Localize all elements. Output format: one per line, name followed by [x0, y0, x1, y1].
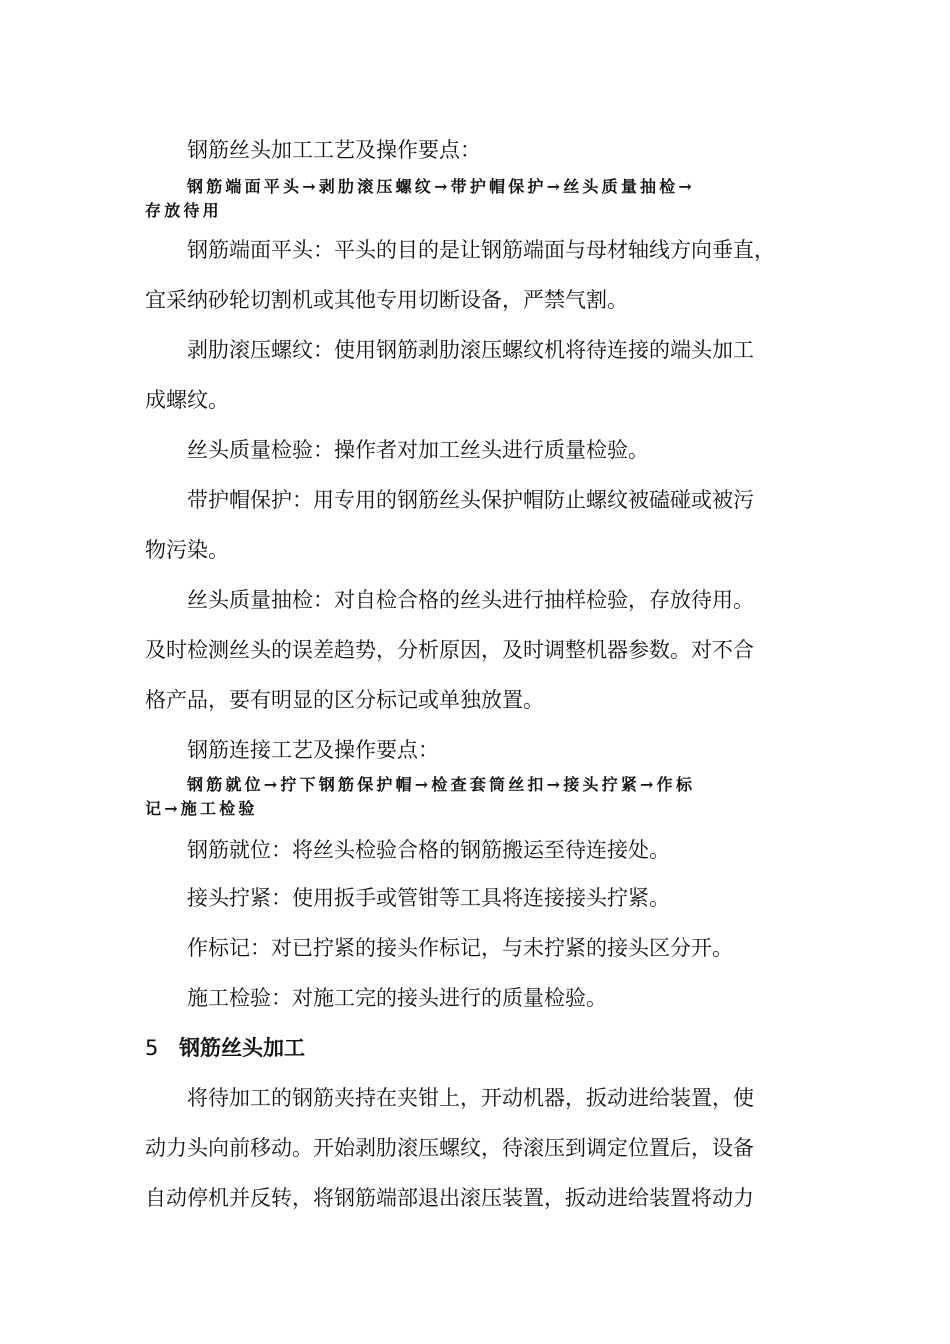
paragraph-line: 丝头质量检验：操作者对加工丝头进行质量检验。	[187, 438, 649, 462]
paragraph-line: 施工检验：对施工完的接头进行的质量检验。	[187, 986, 607, 1010]
process-flow-line: 记→施工检验	[145, 799, 258, 818]
paragraph-line: 剥肋滚压螺纹：使用钢筋剥肋滚压螺纹机将待连接的端头加工	[187, 338, 754, 362]
process-flow-line: 钢筋就位→拧下钢筋保护帽→检查套筒丝扣→接头拧紧→作标	[187, 775, 696, 794]
paragraph-line: 接头拧紧：使用扳手或管钳等工具将连接接头拧紧。	[187, 886, 670, 910]
process-flow-line: 钢筋端面平头→剥肋滚压螺纹→带护帽保护→丝头质量抽检→	[187, 177, 696, 196]
paragraph-line: 钢筋丝头加工工艺及操作要点：	[187, 138, 481, 162]
paragraph-line: 钢筋连接工艺及操作要点：	[187, 738, 439, 762]
section-number: 5	[145, 1036, 159, 1060]
paragraph-line: 成螺纹。	[145, 388, 229, 412]
paragraph-line: 自动停机并反转，将钢筋端部退出滚压装置，扳动进给装置将动力	[145, 1186, 754, 1210]
process-flow-line: 存放待用	[145, 201, 222, 220]
paragraph-line: 宜采纳砂轮切割机或其他专用切断设备，严禁气割。	[145, 288, 628, 312]
section-heading	[145, 1034, 815, 1062]
paragraph-line: 动力头向前移动。开始剥肋滚压螺纹，待滚压到调定位置后，设备	[145, 1136, 754, 1160]
paragraph-line: 物污染。	[145, 538, 229, 562]
paragraph-line: 钢筋端面平头：平头的目的是让钢筋端面与母材轴线方向垂直，	[187, 238, 775, 262]
paragraph-line: 及时检测丝头的误差趋势，分析原因，及时调整机器参数。对不合	[145, 638, 754, 662]
paragraph-line: 作标记：对已拧紧的接头作标记，与未拧紧的接头区分开。	[187, 936, 733, 960]
paragraph-line: 将待加工的钢筋夹持在夹钳上，开动机器，扳动进给装置，使	[187, 1086, 754, 1110]
paragraph-line: 钢筋就位：将丝头检验合格的钢筋搬运至待连接处。	[187, 838, 670, 862]
paragraph-line: 格产品，要有明显的区分标记或单独放置。	[145, 688, 544, 712]
section-title: 钢筋丝头加工	[179, 1036, 305, 1060]
paragraph-line: 带护帽保护：用专用的钢筋丝头保护帽防止螺纹被磕碰或被污	[187, 488, 754, 512]
paragraph-line: 丝头质量抽检：对自检合格的丝头进行抽样检验，存放待用。	[187, 588, 754, 612]
